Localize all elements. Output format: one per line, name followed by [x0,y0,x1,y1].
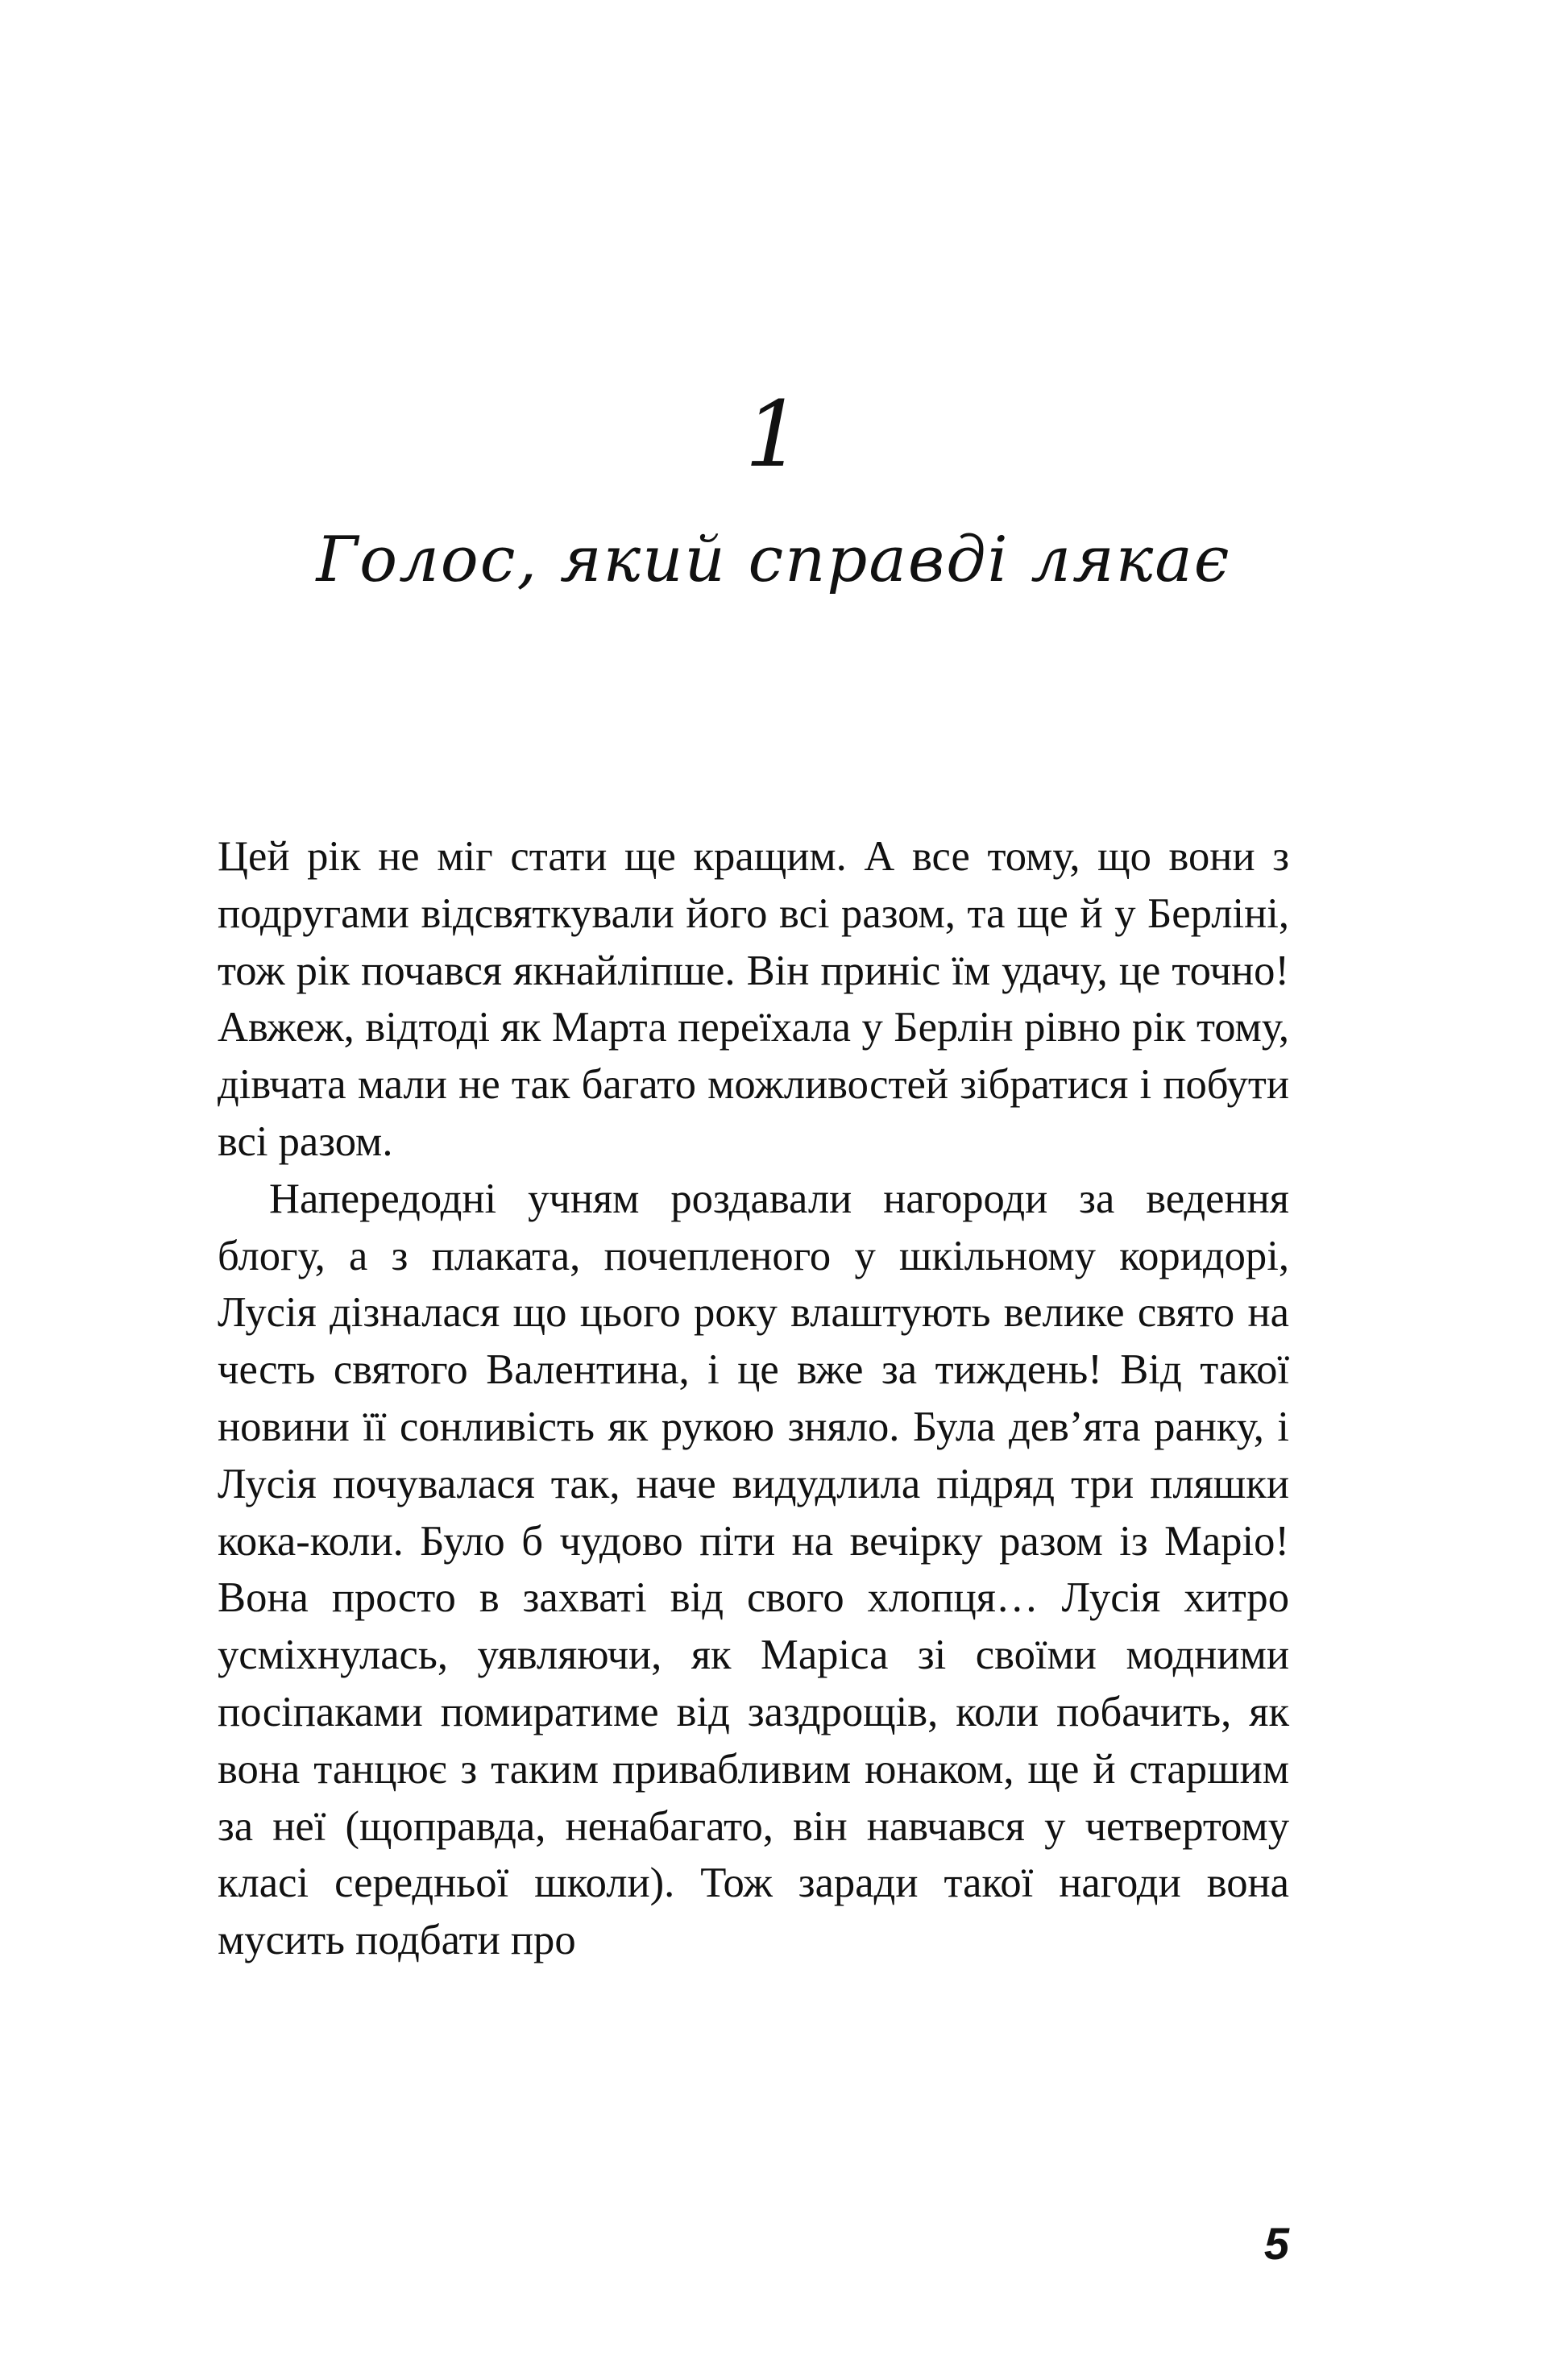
paragraph: Напередодні учням роздавали нагороди за ведення блогу, а з плаката, почепленого у шкільному коридорі, Лусія дізналася що цього року влаштують велике свято на честь святого Валентина, і це вже за тиждень! Від такої новини її сонливість як рукою зняло. Була дев’ята ранку, і Лусія почувалася так, наче видудлила підряд три пляшки кока-коли. Було б чудово піти на вечірку разом із Маріо! Вона просто в захваті від свого хлопця… Лусія хитро усміхнулась, уявляючи, як Маріса зі своїми модними посіпаками помиратиме від заздрощів, коли побачить, як вона танцює з таким привабливим юнаком, ще й старшим за неї (щоправда, ненабагато, він навчався у четвертому класі середньої школи). Тож заради такої нагоди вона мусить подбати про [218,1175,1289,1964]
chapter-number: 1 [744,383,803,487]
chapter-title: Голос, який справді лякає [316,524,1231,596]
page-number: 5 [1263,2218,1289,2269]
paragraph: Цей рік не міг стати ще кращим. А все тому, що вони з подругами відсвяткували його всі разом, та ще й у Берліні, тож рік почався якнайліпше. Він приніс їм удачу, це точно! Авжеж, відтоді як Марта переїхала у Берлін рівно рік тому, дівчата мали не так багато можливостей зібратися і побути всі разом. [218,833,1289,1165]
body-text [218,828,1289,1969]
